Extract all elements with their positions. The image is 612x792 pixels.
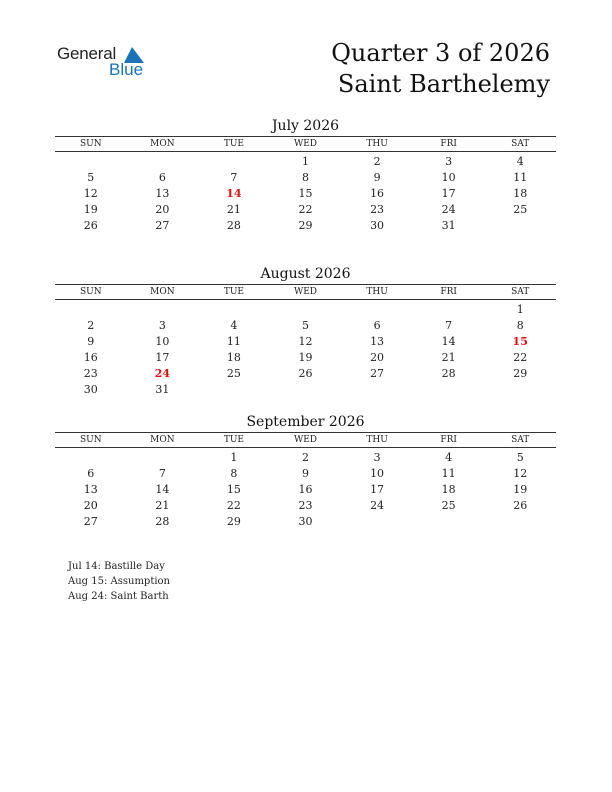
day-cell: 17 <box>441 187 456 200</box>
weekday-label: SAT <box>511 435 530 445</box>
day-cell: 26 <box>83 219 98 232</box>
day-cell: 1 <box>301 155 309 168</box>
day-cell: 16 <box>298 483 313 496</box>
day-cell: 23 <box>370 203 385 216</box>
weekday-label: MON <box>150 435 175 445</box>
empty-cell <box>484 218 556 234</box>
weekday-header <box>55 136 556 152</box>
day-cell: 24 <box>154 367 170 380</box>
day-cell: 1 <box>230 451 238 464</box>
day-cell: 18 <box>513 187 528 200</box>
day-cell: 29 <box>226 515 241 528</box>
quarter-title: Quarter 3 of 2026 <box>331 39 550 67</box>
day-cell: 10 <box>370 467 385 480</box>
day-cell: 1 <box>516 303 524 316</box>
weekday-label: SAT <box>511 139 530 149</box>
empty-cell <box>55 450 127 466</box>
month-title: July 2026 <box>271 118 340 134</box>
day-cell: 26 <box>513 499 528 512</box>
day-cell: 28 <box>155 515 170 528</box>
day-cell: 19 <box>83 203 98 216</box>
empty-cell <box>127 154 199 170</box>
day-cell: 4 <box>445 451 453 464</box>
day-cell: 30 <box>298 515 313 528</box>
day-cell: 4 <box>230 319 238 332</box>
day-cell: 26 <box>298 367 313 380</box>
day-cell: 19 <box>298 351 313 364</box>
empty-cell <box>413 382 485 398</box>
weekday-label: WED <box>293 287 318 297</box>
weekday-label: THU <box>366 287 388 297</box>
month-july <box>55 116 556 234</box>
day-cell: 22 <box>298 203 313 216</box>
day-cell: 15 <box>298 187 313 200</box>
day-cell: 28 <box>226 219 241 232</box>
day-cell: 2 <box>373 155 381 168</box>
month-title: August 2026 <box>260 266 351 282</box>
day-cell: 24 <box>441 203 456 216</box>
day-cell: 15 <box>512 335 528 348</box>
weekday-label: SUN <box>79 435 102 445</box>
weekday-header <box>55 284 556 300</box>
logo-word-blue: Blue <box>109 60 144 79</box>
empty-cell <box>270 382 342 398</box>
day-cell: 4 <box>516 155 524 168</box>
day-cell: 9 <box>373 171 381 184</box>
day-cell: 21 <box>441 351 456 364</box>
weekday-label: WED <box>293 435 318 445</box>
day-cell: 7 <box>230 171 238 184</box>
day-cell: 8 <box>230 467 238 480</box>
day-cell: 7 <box>158 467 166 480</box>
empty-cell <box>341 514 413 530</box>
empty-cell <box>484 382 556 398</box>
month-september <box>55 412 556 530</box>
weekday-label: SUN <box>79 139 102 149</box>
day-cell: 15 <box>226 483 241 496</box>
day-cell: 10 <box>441 171 456 184</box>
day-cell: 21 <box>226 203 241 216</box>
day-cell: 25 <box>226 367 241 380</box>
day-cell: 9 <box>87 335 95 348</box>
empty-cell <box>341 382 413 398</box>
weekday-label: TUE <box>223 139 244 149</box>
day-cell: 28 <box>441 367 456 380</box>
day-cell: 13 <box>370 335 385 348</box>
day-cell: 11 <box>441 467 456 480</box>
day-cell: 5 <box>301 319 309 332</box>
day-cell: 3 <box>445 155 453 168</box>
day-cell: 23 <box>298 499 313 512</box>
weekday-label: FRI <box>440 435 457 445</box>
empty-cell <box>341 302 413 318</box>
page-title <box>331 38 550 100</box>
day-cell: 11 <box>226 335 241 348</box>
weekday-label: WED <box>293 139 318 149</box>
day-cell: 12 <box>83 187 98 200</box>
day-cell: 5 <box>516 451 524 464</box>
day-cell: 3 <box>158 319 166 332</box>
day-cell: 18 <box>441 483 456 496</box>
month-august <box>55 264 556 398</box>
day-cell: 29 <box>513 367 528 380</box>
weekday-label: THU <box>366 435 388 445</box>
weekday-label: FRI <box>440 287 457 297</box>
day-cell: 7 <box>445 319 453 332</box>
day-cell: 22 <box>513 351 528 364</box>
day-cell: 16 <box>370 187 385 200</box>
day-cell: 13 <box>155 187 170 200</box>
day-cell: 31 <box>155 383 170 396</box>
day-cell: 27 <box>155 219 170 232</box>
day-cell: 29 <box>298 219 313 232</box>
day-cell: 8 <box>301 171 309 184</box>
day-cell: 27 <box>370 367 385 380</box>
holiday-notes <box>68 559 170 604</box>
month-title: September 2026 <box>246 414 365 430</box>
empty-cell <box>127 450 199 466</box>
holiday-note: Jul 14: Bastille Day <box>68 561 165 572</box>
weekday-label: TUE <box>223 287 244 297</box>
weekday-label: FRI <box>440 139 457 149</box>
empty-cell <box>270 302 342 318</box>
day-cell: 14 <box>226 187 242 200</box>
day-cell: 23 <box>83 367 98 380</box>
empty-cell <box>127 302 199 318</box>
weekday-label: SAT <box>511 287 530 297</box>
day-cell: 21 <box>155 499 170 512</box>
day-cell: 11 <box>513 171 528 184</box>
day-cell: 13 <box>83 483 98 496</box>
day-cell: 8 <box>516 319 524 332</box>
day-cell: 12 <box>298 335 313 348</box>
weekday-label: TUE <box>223 435 244 445</box>
day-grid <box>55 448 556 530</box>
day-grid <box>55 152 556 234</box>
day-cell: 17 <box>370 483 385 496</box>
weekday-label: THU <box>366 139 388 149</box>
day-grid <box>55 300 556 398</box>
empty-cell <box>198 382 270 398</box>
day-cell: 17 <box>155 351 170 364</box>
holiday-note: Aug 24: Saint Barth <box>68 591 169 602</box>
empty-cell <box>198 302 270 318</box>
day-cell: 20 <box>155 203 170 216</box>
logo-word-general: General <box>57 44 117 63</box>
day-cell: 6 <box>373 319 381 332</box>
day-cell: 22 <box>226 499 241 512</box>
day-cell: 14 <box>155 483 170 496</box>
weekday-header <box>55 432 556 448</box>
day-cell: 5 <box>87 171 95 184</box>
day-cell: 2 <box>301 451 309 464</box>
weekday-label: SUN <box>79 287 102 297</box>
day-cell: 19 <box>513 483 528 496</box>
day-cell: 6 <box>87 467 95 480</box>
day-cell: 20 <box>370 351 385 364</box>
logo <box>57 44 157 80</box>
day-cell: 25 <box>441 499 456 512</box>
day-cell: 30 <box>370 219 385 232</box>
day-cell: 6 <box>158 171 166 184</box>
day-cell: 25 <box>513 203 528 216</box>
day-cell: 14 <box>441 335 456 348</box>
empty-cell <box>55 154 127 170</box>
day-cell: 3 <box>373 451 381 464</box>
day-cell: 10 <box>155 335 170 348</box>
country-title: Saint Barthelemy <box>337 70 550 98</box>
empty-cell <box>198 154 270 170</box>
day-cell: 12 <box>513 467 528 480</box>
day-cell: 18 <box>226 351 241 364</box>
day-cell: 31 <box>441 219 456 232</box>
empty-cell <box>413 514 485 530</box>
empty-cell <box>484 514 556 530</box>
weekday-label: MON <box>150 139 175 149</box>
empty-cell <box>55 302 127 318</box>
day-cell: 16 <box>83 351 98 364</box>
holiday-note: Aug 15: Assumption <box>68 576 171 587</box>
day-cell: 20 <box>83 499 98 512</box>
day-cell: 9 <box>301 467 309 480</box>
weekday-label: MON <box>150 287 175 297</box>
empty-cell <box>413 302 485 318</box>
day-cell: 27 <box>83 515 98 528</box>
day-cell: 24 <box>370 499 385 512</box>
day-cell: 30 <box>83 383 98 396</box>
day-cell: 2 <box>87 319 95 332</box>
